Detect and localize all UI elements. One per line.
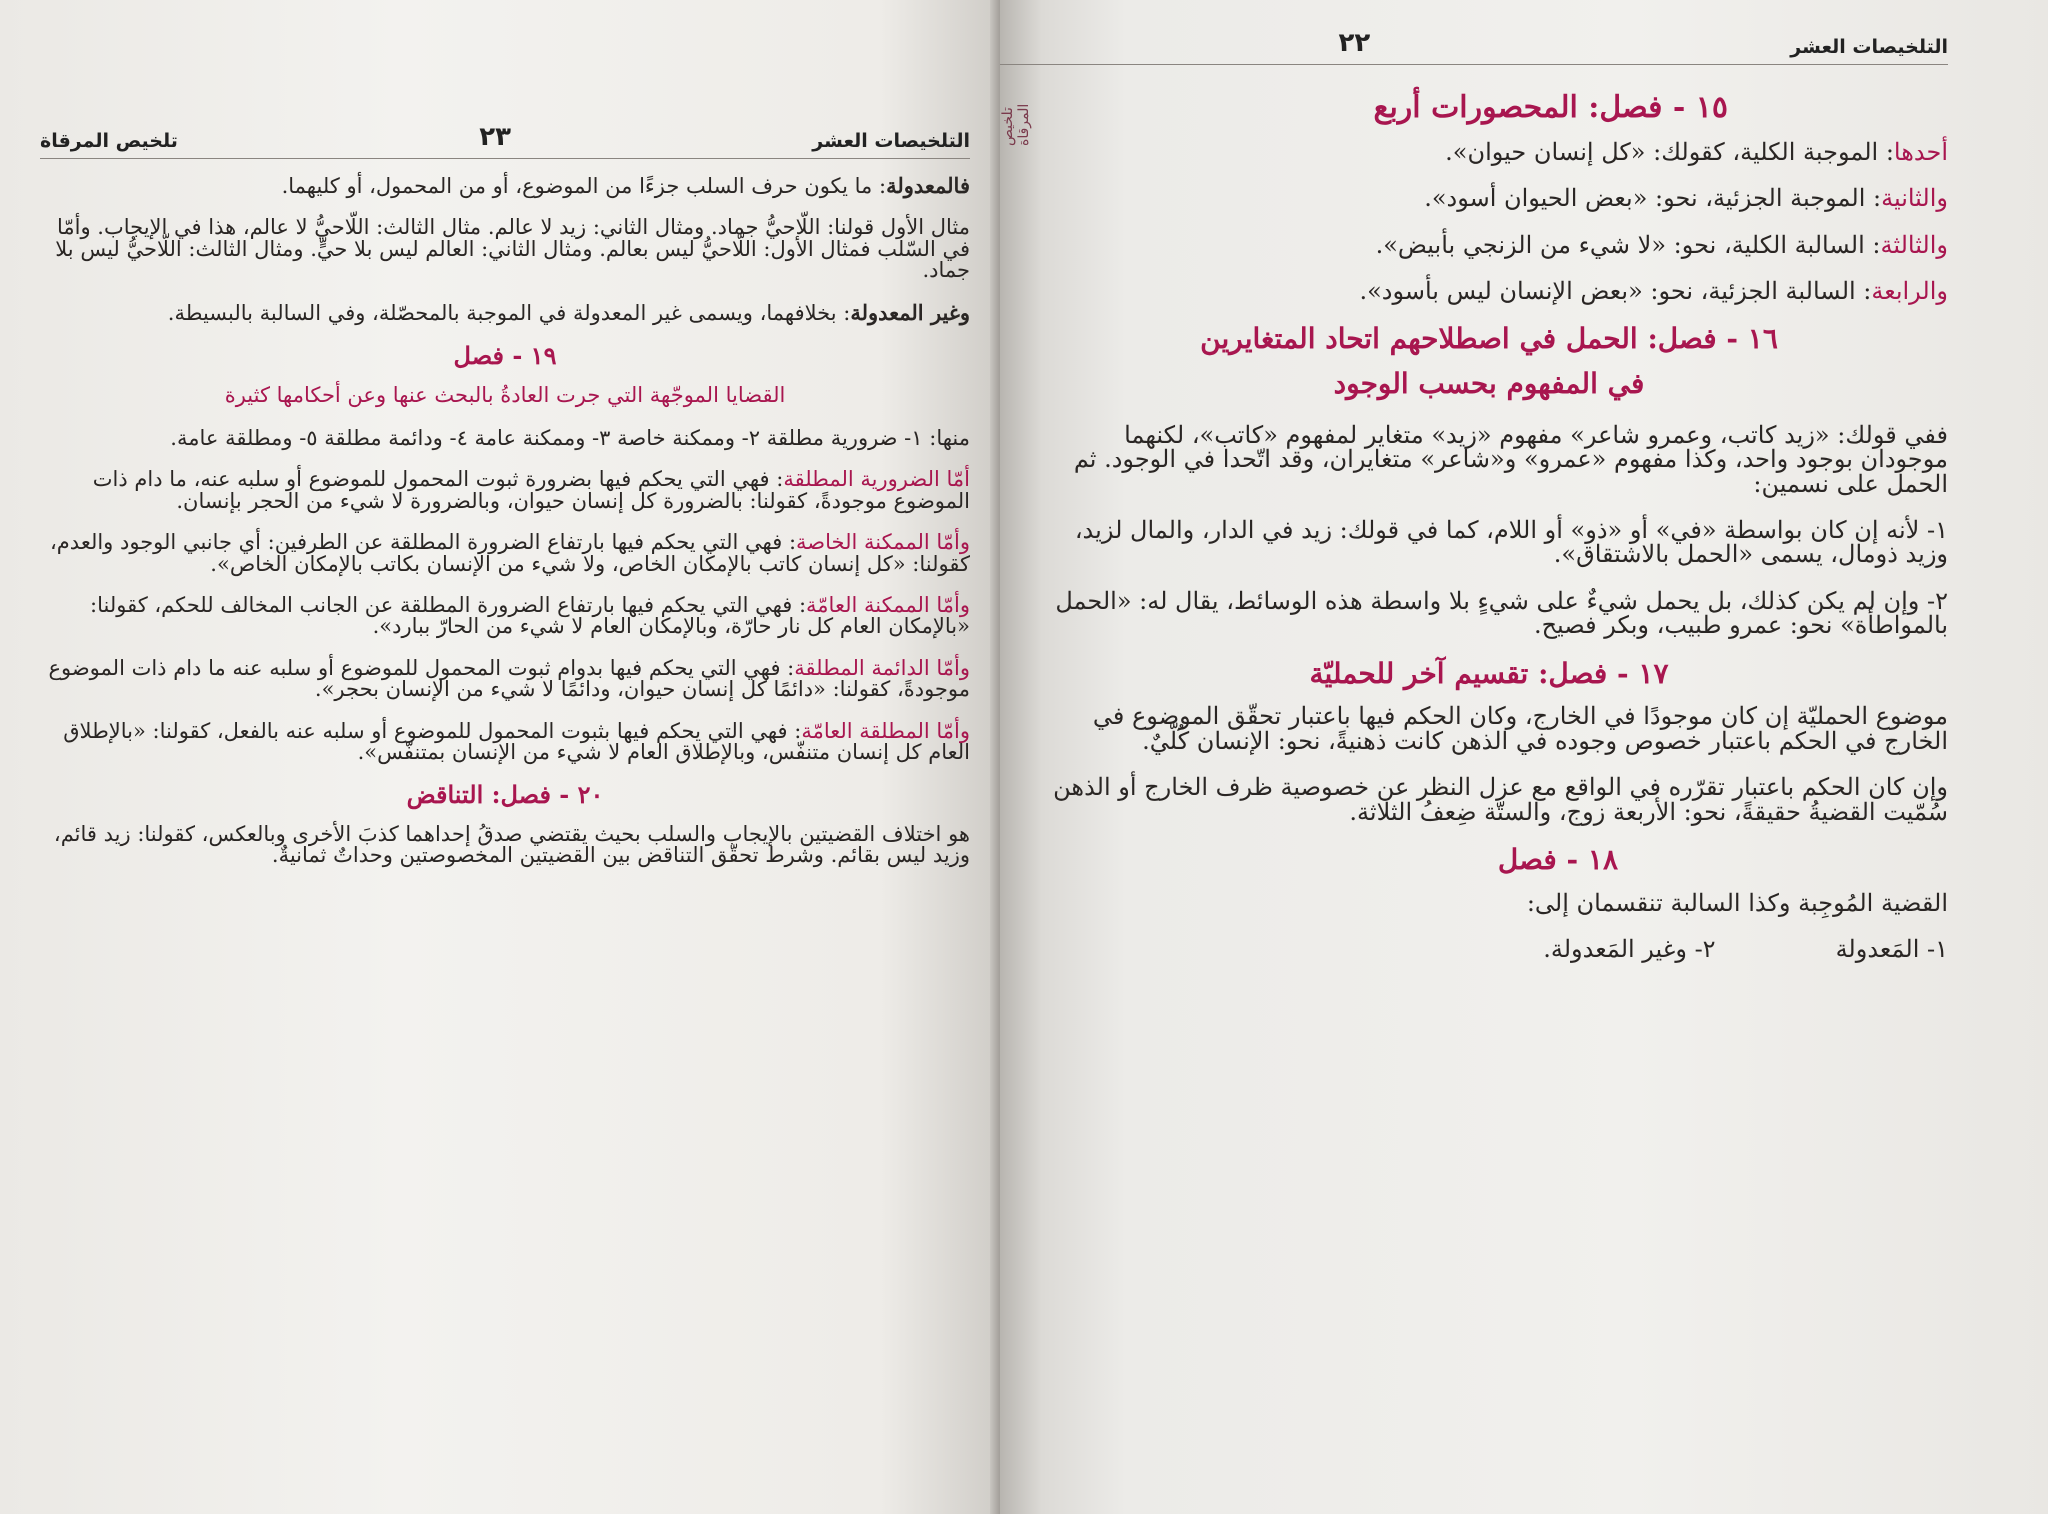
term-thaniya: والثانية	[1881, 184, 1948, 213]
right-page-number: ٢٢	[1338, 28, 1371, 58]
right-page	[1000, 0, 2048, 1514]
paragraph-daruriya: أمّا الضرورية المطلقة: فهي التي يحكم فيها بضرورة ثبوت المحمول للموضوع أو سلبه عنه، ما دام ذات الموضوع موجودةً، كقولنا: بالضرورة كل إنسان حيوان، وبالضرورة لا شيء من الحجر بإنسان.	[92, 467, 970, 513]
section-20-title: ٢٠ - فصل: التناقض	[406, 780, 604, 810]
left-running-head	[40, 118, 970, 159]
item-ghayr-maduula: ٢- وغير المَعدولة.	[1543, 935, 1716, 964]
left-header-book-title: التلخيصات العشر	[812, 130, 970, 152]
term-mumkina-khassa: وأمّا الممكنة الخاصة	[796, 530, 970, 555]
term-daruriya: أمّا الضرورية المطلقة	[783, 467, 970, 492]
term-mumkina-amma: وأمّا الممكنة العامّة	[806, 592, 970, 617]
paragraph-16-1: ففي قولك: «زيد كاتب، وعمرو شاعر» مفهوم «زيد» متغاير لمفهوم «كاتب»، لكنهما موجودان بوجود واحد، وكذا مفهوم «عمرو» و«شاعر» متغايران، وقد اتّحدا في الوجود. ثم الحمل على نسمين:	[1073, 420, 1948, 498]
section-19-subtitle: القضايا الموجّهة التي جرت العادةُ بالبحث عنها وعن أحكامها كثيرة	[224, 382, 786, 407]
paragraph-15-1: أحدها: الموجبة الكلية، كقولك: «كل إنسان حيوان».	[1445, 137, 1948, 166]
paragraph-15-4: والرابعة: السالبة الجزئية، نحو: «بعض الإنسان ليس بأسود».	[1359, 277, 1948, 305]
left-body	[40, 175, 970, 867]
item-maduula: ١- المَعدولة	[1835, 935, 1948, 964]
paragraph-15-3: والثالثة: السالبة الكلية، نحو: «لا شيء من الزنجي بأبيض».	[1375, 230, 1948, 259]
term-thalitha: والثالثة	[1880, 230, 1948, 259]
paragraph-ghayr-maduula: وغير المعدولة: بخلافهما، ويسمى غير المعدولة في الموجبة بالمحصّلة، وفي السالبة بالبسيطة.	[167, 299, 970, 325]
paragraph-16-2: ١- لأنه إن كان بواسطة «في» أو «ذو» أو اللام، كما في قولك: زيد في الدار، والمال لزيد، وزيد ذومال، يسمى «الحمل بالاشتقاق».	[1074, 515, 1948, 569]
paragraph-mumkina-khassa: وأمّا الممكنة الخاصة: فهي التي يحكم فيها بارتفاع الضرورة المطلقة عن الطرفين: أي جانبي الوجود والعدم، كقولنا: «كل إنسان كاتب بالإمكان الخاص، ولا شيء من الإنسان بكاتب بالإمكان الخاص».	[50, 530, 970, 576]
paragraph-list-modalities: منها: ١- ضرورية مطلقة ٢- وممكنة خاصة ٣- وممكنة عامة ٤- ودائمة مطلقة ٥- ومطلقة عامة.	[170, 425, 970, 450]
section-15-title: ١٥ - فصل: المحصورات أربع	[1373, 90, 1728, 125]
left-page	[0, 0, 1000, 1514]
right-page-edge-tab: تلخيص المرقاة	[1000, 103, 1032, 146]
paragraph-mutlaqa: وأمّا المطلقة العامّة: فهي التي يحكم فيها بثبوت المحمول للموضوع أو سلبه عنه بالفعل، كقولنا: «بالإطلاق العام كل إنسان متنفّس، وبالإطلاق العام لا شيء من الإنسان بمتنفّس».	[63, 718, 970, 764]
paragraph-15-2: والثانية: الموجبة الجزئية، نحو: «بعض الحيوان أسود».	[1424, 184, 1948, 213]
paragraph-18-1: القضية المُوجِبة وكذا السالبة تنقسمان إلى:	[1526, 888, 1948, 917]
section-19-title: ١٩ - فصل	[453, 341, 557, 371]
paragraph-tanaqud: هو اختلاف القضيتين بالإيجاب والسلب بحيث يقتضي صدقُ إحداهما كذبَ الأخرى وبالعكس، كقولنا: زيد قائم، وزيد ليس بقائم. وشرط تحقّق التناقض بين القضيتين المخصوصتين وحداتٌ ثمانيةٌ.	[53, 821, 970, 868]
term-ghayr-maduula: وغير المعدولة	[850, 299, 970, 325]
term-daima: وأمّا الدائمة المطلقة	[794, 655, 970, 680]
paragraph-daima: وأمّا الدائمة المطلقة: فهي التي يحكم فيها بدوام ثبوت المحمول للموضوع أو سلبه عنه ما دام ذات الموضوع موجودةً، كقولنا: «دائمًا كل إنسان حيوان، ودائمًا لا شيء من الإنسان بحجر».	[48, 655, 970, 702]
paragraph-mumkina-amma: وأمّا الممكنة العامّة: فهي التي يحكم فيها بارتفاع الضرورة المطلقة عن الجانب المخالف للحكم، كقولنا: «بالإمكان العام كل نار حارّة، وبالإمكان العام لا شيء من الحارّ ببارد».	[90, 592, 970, 639]
section-18-title: ١٨ - فصل	[1497, 843, 1618, 877]
section-16-title: ١٦ - فصل: الحمل في اصطلاحهم اتحاد المتغايرين	[1200, 322, 1778, 356]
paragraph-maduula: فالمعدولة: ما يكون حرف السلب جزءًا من الموضوع، أو من المحمول، أو كليهما.	[281, 173, 970, 198]
term-maduula: فالمعدولة	[886, 173, 970, 198]
right-body	[1030, 90, 1948, 964]
paragraph-examples: مثال الأول قولنا: اللّاحيُّ جماد. ومثال الثاني: زيد لا عالم. مثال الثالث: اللّاحيُّ لا عالم، هذا في الإيجاب. وأمّا في السّلب فمثال الأول: اللّاحيُّ ليس بعالم. ومثال الثاني: العالم ليس بلا حيٍّ. ومثال الثالث: اللّاحيُّ ليس بلا جماد.	[55, 215, 970, 283]
right-header-book-title: التلخيصات العشر	[1790, 36, 1948, 58]
left-header-chapter: تلخيص المرقاة	[40, 130, 178, 152]
paragraph-17-2: وإن كان الحكم باعتبار تقرّره في الواقع مع عزل النظر عن خصوصية ظرف الخارج أو الذهن سُمّيت القضيةُ حقيقةً، نحو: الأربعة زوج، والستّة ضِعفُ الثلاثة.	[1053, 773, 1948, 826]
left-page-number: ٢٣	[479, 122, 511, 152]
paragraph-17-1: موضوع الحمليّة إن كان موجودًا في الخارج، وكان الحكم فيها باعتبار تحقّق الموضوع في الخارج في الحكم باعتبار خصوص وجوده في الذهن كانت ذهنيةً، نحو: الإنسان كُلّيٌ.	[1092, 702, 1948, 755]
section-16-subtitle: في المفهوم بحسب الوجود	[1333, 367, 1645, 401]
section-17-title: ١٧ - فصل: تقسيم آخر للحمليّة	[1309, 656, 1669, 690]
right-running-head	[1000, 18, 1948, 65]
term-mutlaqa: وأمّا المطلقة العامّة	[801, 718, 970, 743]
paragraph-16-3: ٢- وإن لم يكن كذلك، بل يحمل شيءٌ على شيءٍ بلا واسطة هذه الوسائط، يقال له: «الحمل بالمواطأة» نحو: عمرو طبيب، وبكر فصيح.	[1055, 586, 1948, 640]
term-ahaduha: أحدها	[1893, 137, 1948, 166]
term-rabia: والرابعة	[1871, 277, 1948, 305]
section-18-items	[1030, 935, 1948, 964]
